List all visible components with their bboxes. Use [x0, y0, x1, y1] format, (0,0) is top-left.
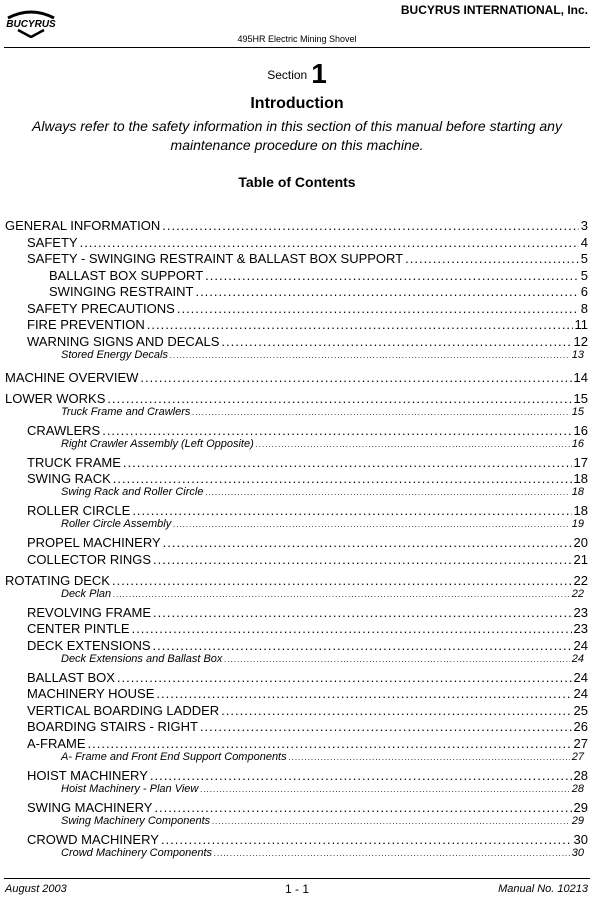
document-title: 495HR Electric Mining Shovel	[237, 34, 357, 44]
toc-entry-page: 6	[580, 284, 588, 299]
toc-entry-label: CRAWLERS	[27, 422, 101, 438]
toc-entry[interactable]	[27, 535, 588, 550]
toc-entry[interactable]	[27, 832, 588, 847]
toc-entry[interactable]	[49, 268, 588, 283]
toc-entry[interactable]	[27, 251, 588, 266]
toc-leader-dots	[112, 573, 572, 588]
toc-leader-dots	[153, 638, 572, 653]
toc-entry-page: 30	[571, 846, 584, 859]
toc-entry[interactable]	[61, 847, 584, 859]
toc-leader-dots	[200, 785, 569, 794]
toc-entry-page: 16	[571, 437, 584, 450]
toc-entry-label: Deck Plan	[61, 587, 112, 600]
toc-leader-dots	[113, 590, 570, 599]
toc-entry-label: WARNING SIGNS AND DECALS	[27, 333, 220, 349]
toc-leader-dots	[153, 605, 572, 620]
section-word: Section	[267, 68, 308, 82]
toc-entry[interactable]	[27, 334, 588, 349]
toc-entry-page: 30	[573, 831, 588, 847]
section-title: Introduction	[250, 95, 344, 112]
toc-leader-dots	[173, 520, 570, 529]
toc-entry-page: 29	[571, 814, 584, 827]
toc-entry-page: 12	[573, 333, 588, 349]
toc-entry[interactable]	[27, 503, 588, 518]
toc-entry[interactable]	[27, 703, 588, 718]
toc-entry-label: Crowd Machinery Components	[61, 846, 213, 859]
toc-leader-dots	[88, 736, 572, 751]
toc-leader-dots	[150, 768, 572, 783]
toc-leader-dots	[117, 670, 572, 685]
toc-entry-label: Deck Extensions and Ballast Box	[61, 652, 223, 665]
toc-entry-page: 24	[573, 637, 588, 653]
toc-entry-label: Roller Circle Assembly	[61, 518, 172, 530]
toc-entry-label: SWING MACHINERY	[27, 799, 153, 815]
toc-leader-dots	[212, 817, 570, 826]
toc-entry[interactable]	[27, 301, 588, 316]
toc-entry-label: BOARDING STAIRS - RIGHT	[27, 719, 198, 734]
toc-leader-dots	[405, 251, 579, 266]
toc-entry[interactable]	[61, 751, 584, 763]
toc-entry[interactable]	[5, 218, 588, 233]
toc-entry[interactable]	[27, 455, 588, 470]
toc-leader-dots	[200, 719, 572, 734]
toc-entry-page: 19	[571, 518, 584, 530]
safety-note: Always refer to the safety information in this section of this manual before starting any maintenance procedure on this machine.	[32, 118, 562, 153]
footer-date: August 2003	[5, 883, 67, 895]
toc-entry-label: TRUCK FRAME	[27, 454, 121, 470]
toc-leader-dots	[221, 334, 571, 349]
toc-entry[interactable]	[61, 653, 584, 665]
toc-entry-page: 18	[573, 471, 588, 486]
toc-leader-dots	[195, 284, 578, 299]
toc-entry[interactable]	[5, 370, 588, 385]
toc-entry[interactable]	[27, 800, 588, 815]
toc-entry-label: Hoist Machinery - Plan View	[61, 782, 199, 795]
toc-leader-dots	[153, 552, 572, 567]
toc-entry-label: ROLLER CIRCLE	[27, 503, 131, 518]
toc-entry-label: VERTICAL BOARDING LADDER	[27, 702, 220, 718]
toc-leader-dots	[162, 218, 578, 233]
toc-entry-page: 17	[573, 454, 588, 470]
toc-entry-page: 23	[573, 604, 588, 620]
toc-entry-page: 16	[573, 422, 588, 438]
toc-entry-page: 8	[580, 300, 588, 316]
toc-entry-label: BALLAST BOX SUPPORT	[49, 267, 204, 283]
toc-entry-label: REVOLVING FRAME	[27, 604, 152, 620]
toc-entry[interactable]	[61, 588, 584, 600]
toc-entry[interactable]	[61, 349, 584, 361]
toc-entry[interactable]	[61, 815, 584, 827]
toc-entry-page: 5	[580, 251, 588, 266]
toc-entry-page: 15	[571, 405, 584, 418]
toc-entry-page: 28	[573, 767, 588, 783]
toc-entry-label: Swing Rack and Roller Circle	[61, 486, 204, 498]
toc-entry[interactable]	[27, 686, 588, 701]
toc-entry[interactable]	[27, 736, 588, 751]
toc-entry-label: FIRE PREVENTION	[27, 317, 145, 332]
toc-leader-dots	[170, 351, 570, 360]
toc-leader-dots	[156, 686, 571, 701]
toc-heading: Table of Contents	[238, 174, 356, 190]
toc-entry[interactable]	[27, 552, 588, 567]
toc-entry-label: MACHINE OVERVIEW	[5, 369, 139, 385]
toc-entry[interactable]	[61, 438, 584, 450]
toc-entry-page: 29	[573, 799, 588, 815]
toc-leader-dots	[123, 455, 572, 470]
toc-entry-page: 26	[573, 719, 588, 734]
logo-text: BUCYRUS	[6, 19, 56, 30]
toc-entry-page: 18	[571, 486, 584, 498]
section-heading	[0, 58, 594, 90]
toc-entry[interactable]	[61, 518, 584, 530]
section-number: 1	[311, 58, 327, 89]
toc-entry[interactable]	[27, 235, 588, 250]
toc-entry-label: SWINGING RESTRAINT	[49, 284, 194, 299]
toc-entry[interactable]	[61, 486, 584, 498]
toc-leader-dots	[132, 503, 571, 518]
toc-entry-label: DECK EXTENSIONS	[27, 637, 151, 653]
toc-entry-label: SAFETY	[27, 234, 78, 250]
toc-entry-label: Stored Energy Decals	[61, 348, 168, 361]
toc-entry-page: 28	[571, 782, 584, 795]
toc-leader-dots	[107, 391, 571, 406]
toc-entry-label: MACHINERY HOUSE	[27, 686, 155, 701]
toc-entry[interactable]	[27, 605, 588, 620]
toc-entry-page: 13	[571, 348, 584, 361]
toc-entry-label: SAFETY - SWINGING RESTRAINT & BALLAST BOX SUPPORT	[27, 251, 404, 266]
toc-entry-label: HOIST MACHINERY	[27, 767, 148, 783]
toc-leader-dots	[224, 655, 569, 664]
toc-entry[interactable]	[27, 670, 588, 685]
toc-entry[interactable]	[27, 621, 588, 636]
toc-leader-dots	[80, 235, 579, 250]
toc-entry-label: Right Crawler Assembly (Left Opposite)	[61, 437, 254, 450]
toc-leader-dots	[256, 440, 570, 449]
toc-entry-page: 24	[573, 669, 588, 685]
header-divider	[4, 47, 590, 48]
toc-leader-dots	[113, 471, 572, 486]
toc-leader-dots	[163, 535, 572, 550]
toc-leader-dots	[192, 408, 569, 417]
toc-leader-dots	[147, 317, 573, 332]
toc-entry-label: GENERAL INFORMATION	[5, 218, 161, 233]
toc-entry-page: 22	[571, 587, 584, 600]
toc-entry[interactable]	[27, 638, 588, 653]
toc-leader-dots	[140, 370, 571, 385]
toc-entry-page: 5	[580, 267, 588, 283]
toc-entry-label: SAFETY PRECAUTIONS	[27, 300, 175, 316]
toc-entry[interactable]	[61, 406, 584, 418]
footer-divider	[4, 878, 590, 879]
toc-entry-page: 27	[573, 735, 588, 751]
toc-entry-label: BALLAST BOX	[27, 669, 115, 685]
toc-entry-label: Swing Machinery Components	[61, 814, 211, 827]
toc-entry[interactable]	[27, 471, 588, 486]
toc-entry-label: PROPEL MACHINERY	[27, 535, 161, 550]
toc-entry-page: 22	[573, 572, 588, 588]
toc-entry[interactable]	[27, 423, 588, 438]
toc-leader-dots	[177, 301, 579, 316]
toc-entry-page: 4	[580, 234, 588, 250]
toc-entry[interactable]	[27, 768, 588, 783]
toc-leader-dots	[102, 423, 571, 438]
toc-entry-page: 23	[573, 621, 588, 636]
toc-leader-dots	[132, 621, 572, 636]
toc-entry-page: 24	[571, 652, 584, 665]
toc-entry-page: 11	[574, 317, 588, 332]
toc-entry-label: SWING RACK	[27, 471, 111, 486]
toc-entry-label: LOWER WORKS	[5, 390, 106, 406]
toc-entry-page: 25	[573, 702, 588, 718]
toc-leader-dots	[221, 703, 571, 718]
toc-leader-dots	[161, 832, 572, 847]
toc-leader-dots	[154, 800, 571, 815]
toc-entry[interactable]	[27, 719, 588, 734]
toc-entry[interactable]	[5, 391, 588, 406]
toc-entry-label: Truck Frame and Crawlers	[61, 405, 191, 418]
footer-manual-number: Manual No. 10213	[498, 883, 588, 895]
toc-entry-label: A-FRAME	[27, 735, 86, 751]
toc-entry-page: 3	[580, 218, 588, 233]
footer-page-number: 1 - 1	[284, 882, 309, 896]
toc-entry-label: A- Frame and Front End Support Components	[61, 750, 287, 763]
toc-entry[interactable]	[27, 317, 588, 332]
toc-entry-label: CENTER PINTLE	[27, 621, 130, 636]
toc-entry-page: 14	[573, 369, 588, 385]
toc-entry-page: 24	[573, 686, 588, 701]
toc-entry-label: ROTATING DECK	[5, 572, 110, 588]
toc-leader-dots	[205, 488, 569, 497]
toc-entry-page: 20	[573, 535, 588, 550]
toc-leader-dots	[205, 268, 579, 283]
toc-leader-dots	[289, 753, 570, 762]
toc-entry[interactable]	[49, 284, 588, 299]
toc-entry-page: 27	[571, 750, 584, 763]
toc-entry[interactable]	[61, 783, 584, 795]
toc-entry[interactable]	[5, 573, 588, 588]
company-name: BUCYRUS INTERNATIONAL, Inc.	[400, 3, 588, 17]
toc-entry-page: 21	[573, 551, 588, 567]
toc-entry-label: CROWD MACHINERY	[27, 831, 159, 847]
toc-entry-page: 15	[573, 390, 588, 406]
toc-leader-dots	[214, 849, 570, 858]
toc-entry-label: COLLECTOR RINGS	[27, 551, 152, 567]
toc-entry-page: 18	[573, 503, 588, 518]
